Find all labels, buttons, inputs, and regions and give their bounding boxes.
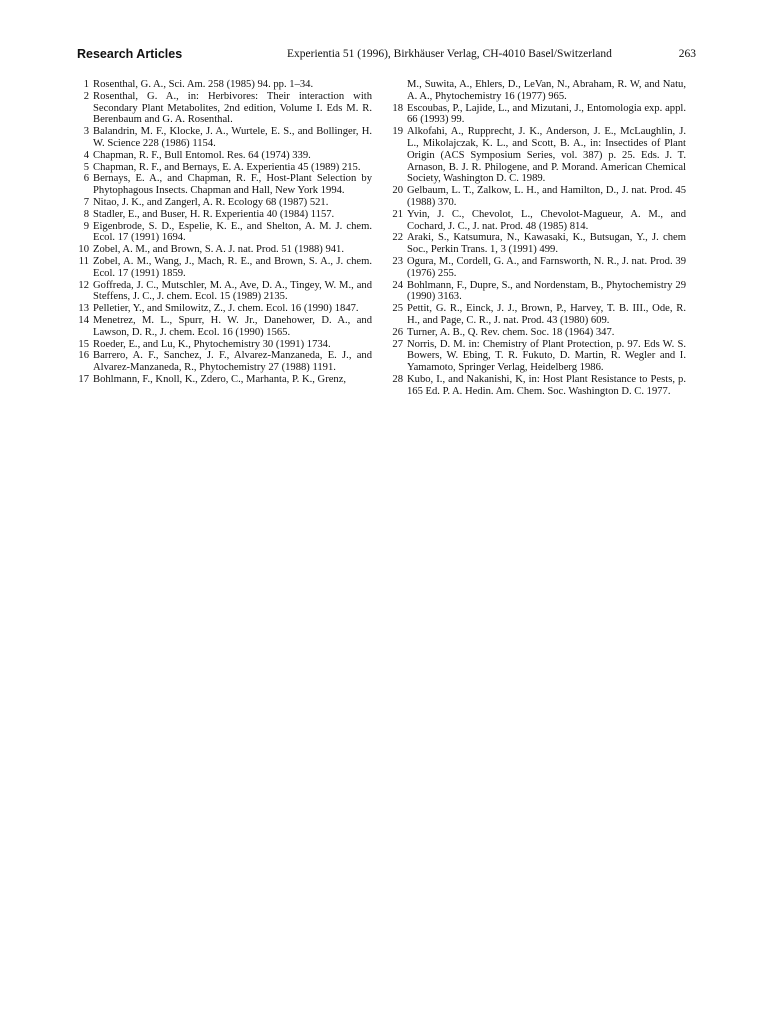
reference-text: Chapman, R. F., Bull Entomol. Res. 64 (1974) 339.: [93, 149, 311, 161]
reference-number: 4: [83, 149, 89, 161]
reference-text: Ogura, M., Cordell, G. A., and Farnsworth, N. R., J. nat. Prod. 39 (1976) 255.: [407, 255, 686, 279]
reference-entry: [77, 244, 372, 256]
reference-text: Rosenthal, G. A., Sci. Am. 258 (1985) 94. pp. 1–34.: [93, 79, 314, 90]
reference-number: 25: [392, 303, 403, 315]
reference-entry: [391, 256, 686, 280]
reference-number: 15: [78, 338, 89, 350]
page-number: 263: [678, 48, 696, 60]
reference-entry: [77, 162, 372, 174]
reference-entry: [77, 126, 372, 150]
reference-text: Turner, A. B., Q. Rev. chem. Soc. 18 (1964) 347.: [407, 326, 615, 338]
reference-number: 13: [78, 303, 89, 315]
reference-text: Araki, S., Katsumura, N., Kawasaki, K., Butsugan, Y., J. chem Soc., Perkin Trans. 1, 3 (1991) 499.: [407, 232, 686, 256]
reference-text: Goffreda, J. C., Mutschler, M. A., Ave, D. A., Tingey, W. M., and Steffens, J. C., J. chem. Ecol. 15 (1989) 2135.: [93, 279, 372, 303]
reference-entry: [77, 303, 372, 315]
journal-citation: Experientia 51 (1996), Birkhäuser Verlag, CH-4010 Basel/Switzerland: [287, 48, 612, 60]
reference-entry: [77, 221, 372, 245]
reference-text: Pelletier, Y., and Smilowitz, Z., J. chem. Ecol. 16 (1990) 1847.: [93, 303, 359, 315]
reference-text: Gelbaum, L. T., Zalkow, L. H., and Hamilton, D., J. nat. Prod. 45 (1988) 370.: [407, 185, 686, 208]
reference-text: Norris, D. M. in: Chemistry of Plant Protection, p. 97. Eds W. S. Bowers, W. Ebing, T. R. Fukuto, D. Martin, R. Wegler and I. Yamamoto, Springer Verlag, Heidelberg 1986.: [407, 338, 686, 374]
reference-entry: [77, 91, 372, 126]
reference-number: 12: [78, 279, 89, 291]
reference-number: 27: [392, 338, 403, 350]
reference-number: 14: [78, 314, 89, 326]
references-right-column: [391, 79, 686, 398]
reference-entry: [391, 232, 686, 256]
reference-text: Escoubas, P., Lajide, L., and Mizutani, J., Entomologia exp. appl. 66 (1993) 99.: [407, 102, 686, 126]
reference-text: Chapman, R. F., and Bernays, E. A. Experientia 45 (1989) 215.: [93, 161, 361, 173]
reference-number: 10: [78, 244, 89, 256]
reference-text: Pettit, G. R., Einck, J. J., Brown, P., Harvey, T. B. III., Ode, R. H., and Page, C. R., J. nat. Prod. 43 (1980) 609.: [407, 303, 686, 326]
reference-text: Eigenbrode, S. D., Espelie, K. E., and Shelton, A. M. J. chem. Ecol. 17 (1991) 1694.: [93, 220, 372, 244]
references-left-column: [77, 79, 372, 386]
reference-number: 7: [83, 196, 89, 208]
reference-number: 17: [78, 373, 89, 385]
reference-entry: [77, 209, 372, 221]
reference-text: Nitao, J. K., and Zangerl, A. R. Ecology 68 (1987) 521.: [93, 196, 329, 208]
reference-entry: [77, 374, 372, 386]
reference-number: 18: [392, 102, 403, 114]
reference-entry: [391, 339, 686, 374]
reference-number: 22: [392, 232, 403, 244]
reference-number: 11: [78, 255, 89, 267]
reference-number: 24: [392, 279, 403, 291]
reference-number: 5: [83, 161, 89, 173]
reference-entry: [77, 150, 372, 162]
reference-entry: [391, 79, 686, 103]
reference-text: Balandrin, M. F., Klocke, J. A., Wurtele, E. S., and Bollinger, H. W. Science 228 (1986) 1154.: [93, 126, 372, 149]
reference-text: Bernays, E. A., and Chapman, R. F., Host-Plant Selection by Phytophagous Insects. Chapman and Hall, New York 1994.: [93, 173, 372, 197]
reference-entry: [391, 209, 686, 233]
reference-text: Barrero, A. F., Sanchez, J. F., Alvarez-Manzaneda, E. J., and Alvarez-Manzaneda, R., Phytochemistry 27 (1988) 1191.: [93, 350, 372, 374]
reference-number: 26: [392, 326, 403, 338]
reference-entry: [391, 327, 686, 339]
reference-text: Bohlmann, F., Dupre, S., and Nordenstam, B., Phytochemistry 29 (1990) 3163.: [407, 279, 686, 303]
section-title: Research Articles: [77, 47, 183, 61]
reference-text: Alkofahi, A., Rupprecht, J. K., Anderson, J. E., McLaughlin, J. L., Mikolajczak, K. L., and Scott, B. A., in: Insectides of Plant Origin (ACS Symposium Series, vol. 387) p. 25. Eds. J. T. Arnason, B. J. R. Philogene, and P. Morand. American Chemical Society, Washington D. C. 1989.: [407, 126, 686, 185]
reference-entry: [391, 303, 686, 327]
reference-number: 2: [83, 90, 89, 102]
reference-entry: [77, 256, 372, 280]
reference-text: Kubo, I., and Nakanishi, K, in: Host Plant Resistance to Pests, p. 165 Ed. P. A. Hedin. Am. Chem. Soc. Washington D. C. 1977.: [407, 373, 686, 397]
reference-entry: [391, 185, 686, 209]
reference-entry: [391, 103, 686, 127]
reference-entry: [391, 126, 686, 185]
reference-entry: [391, 280, 686, 304]
reference-text: M., Suwita, A., Ehlers, D., LeVan, N., Abraham, R. W, and Natu, A. A., Phytochemistry 16 (1977) 965.: [407, 79, 686, 102]
reference-entry: [77, 173, 372, 197]
reference-number: 20: [392, 185, 403, 197]
reference-text: Rosenthal, G. A., in: Herbivores: Their interaction with Secondary Plant Metabolites, 2nd edition, Volume I. Eds M. R. Berenbaum and G. A. Rosenthal.: [93, 90, 372, 126]
reference-text: Menetrez, M. L., Spurr, H. W. Jr., Danehower, D. A., and Lawson, D. R., J. chem. Ecol. 16 (1990) 1565.: [93, 314, 372, 338]
reference-entry: [77, 280, 372, 304]
reference-number: 9: [83, 220, 89, 232]
reference-entry: [77, 315, 372, 339]
reference-entry: [77, 79, 372, 91]
reference-number: 16: [78, 350, 89, 362]
reference-text: Zobel, A. M., Wang, J., Mach, R. E., and Brown, S. A., J. chem. Ecol. 17 (1991) 1859.: [93, 255, 372, 279]
reference-text: Yvin, J. C., Chevolot, L., Chevolot-Magueur, A. M., and Cochard, J. C., J. nat. Prod. 48 (1985) 814.: [407, 208, 686, 232]
reference-entry: [77, 350, 372, 374]
reference-entry: [391, 374, 686, 398]
reference-text: Zobel, A. M., and Brown, S. A. J. nat. Prod. 51 (1988) 941.: [93, 244, 345, 256]
reference-number: 8: [83, 208, 89, 220]
reference-text: Stadler, E., and Buser, H. R. Experientia 40 (1984) 1157.: [93, 208, 335, 220]
reference-number: 3: [83, 126, 89, 138]
reference-number: 28: [392, 373, 403, 385]
reference-number: 23: [392, 255, 403, 267]
reference-entry: [77, 197, 372, 209]
reference-number: 19: [392, 126, 403, 138]
reference-number: 1: [83, 79, 89, 90]
reference-number: 21: [392, 208, 403, 220]
reference-text: Roeder, E., and Lu, K., Phytochemistry 30 (1991) 1734.: [93, 338, 331, 350]
page-header: [77, 47, 696, 65]
reference-entry: [77, 339, 372, 351]
reference-number: 6: [83, 173, 89, 185]
reference-text: Bohlmann, F., Knoll, K., Zdero, C., Marhanta, P. K., Grenz,: [93, 373, 347, 385]
